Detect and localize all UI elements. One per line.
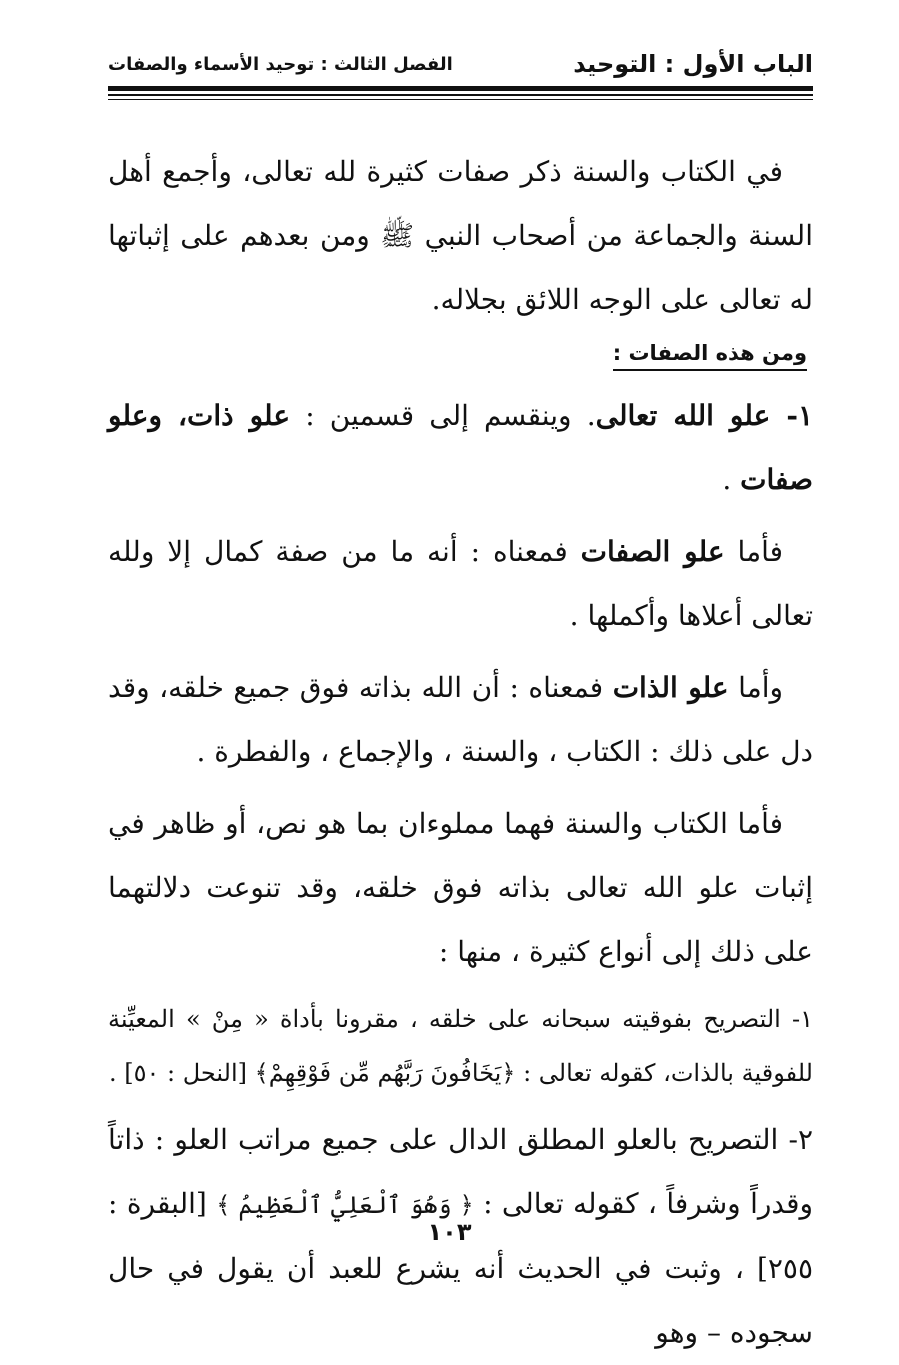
list-item-2: ٢- التصريح بالعلو المطلق الدال على جميع مراتب العلو : ذاتاً وقدراً وشرفاً ، كقوله تعالى : ﴿ وَهُوَ ٱلْعَلِيُّ ٱلْعَظِيمُ ﴾ [البقرة : ٢٥٥] ، وثبت في الحديث أنه يشرع للعبد أن يقول في حال سجوده – وهو xyxy=(108,1123,814,1349)
chapter-title: الفصل الثالث : توحيد الأسماء والصفات xyxy=(108,53,453,75)
running-header xyxy=(108,46,813,82)
section-heading-text: ومن هذه الصفات : xyxy=(613,341,807,371)
header-rule-thick xyxy=(108,86,813,91)
header-rule-medium xyxy=(108,94,813,96)
quran-verse-baqarah: ﴿ وَهُوَ ٱلْعَلِيُّ ٱلْعَظِيمُ ﴾ xyxy=(216,1191,474,1219)
quran-verse-nahl: ﴿يَخَافُونَ رَبَّهُم مِّن فَوْقِهِمْ﴾ xyxy=(254,1059,516,1087)
section-heading xyxy=(108,336,807,370)
header-rule-thin xyxy=(108,99,813,100)
term-highness-essence: علو الذات xyxy=(612,671,729,704)
paragraph-attribute-highness: ١- علو الله تعالى. وينقسم إلى قسمين : علو ذات، وعلو صفات . xyxy=(108,399,814,496)
attribute-divisions: علو ذات، وعلو صفات xyxy=(108,399,813,496)
paragraph-book-sunnah: فأما الكتاب والسنة فهما مملوءان بما هو نص، أو ظاهر في إثبات علو الله تعالى بذاته فوق خلقه، وقد تنوعت دلالتهما على ذلك إلى أنواع كثيرة ، منها : xyxy=(108,807,813,968)
paragraph-highness-attributes: فأما علو الصفات فمعناه : أنه ما من صفة كمال إلا ولله تعالى أعلاها وأكملها . xyxy=(108,535,813,632)
list-item-1: ١- التصريح بفوقيته سبحانه على خلقه ، مقرونا بأداة « مِنْ » المعيِّنة للفوقية بالذات، كقوله تعالى : ﴿يَخَافُونَ رَبَّهُم مِّن فَوْقِهِمْ﴾ [النحل : ٥٠] . xyxy=(108,1005,813,1087)
paragraph-highness-essence: وأما علو الذات فمعناه : أن الله بذاته فوق جميع خلقه، وقد دل على ذلك : الكتاب ، والسنة ، والإجماع ، والفطرة . xyxy=(108,671,813,768)
body-text xyxy=(108,140,813,1365)
page-number: ١٠٣ xyxy=(427,1218,472,1246)
book-section-title: الباب الأول : التوحيد xyxy=(573,50,813,78)
paragraph-intro: في الكتاب والسنة ذكر صفات كثيرة لله تعالى، وأجمع أهل السنة والجماعة من أصحاب النبي ﷺ ومن بعدهم على إثباتها له تعالى على الوجه اللائق بجلاله. xyxy=(108,155,813,316)
term-highness-attributes: علو الصفات xyxy=(580,535,725,568)
attribute-title: ١- علو الله تعالى xyxy=(595,399,814,432)
